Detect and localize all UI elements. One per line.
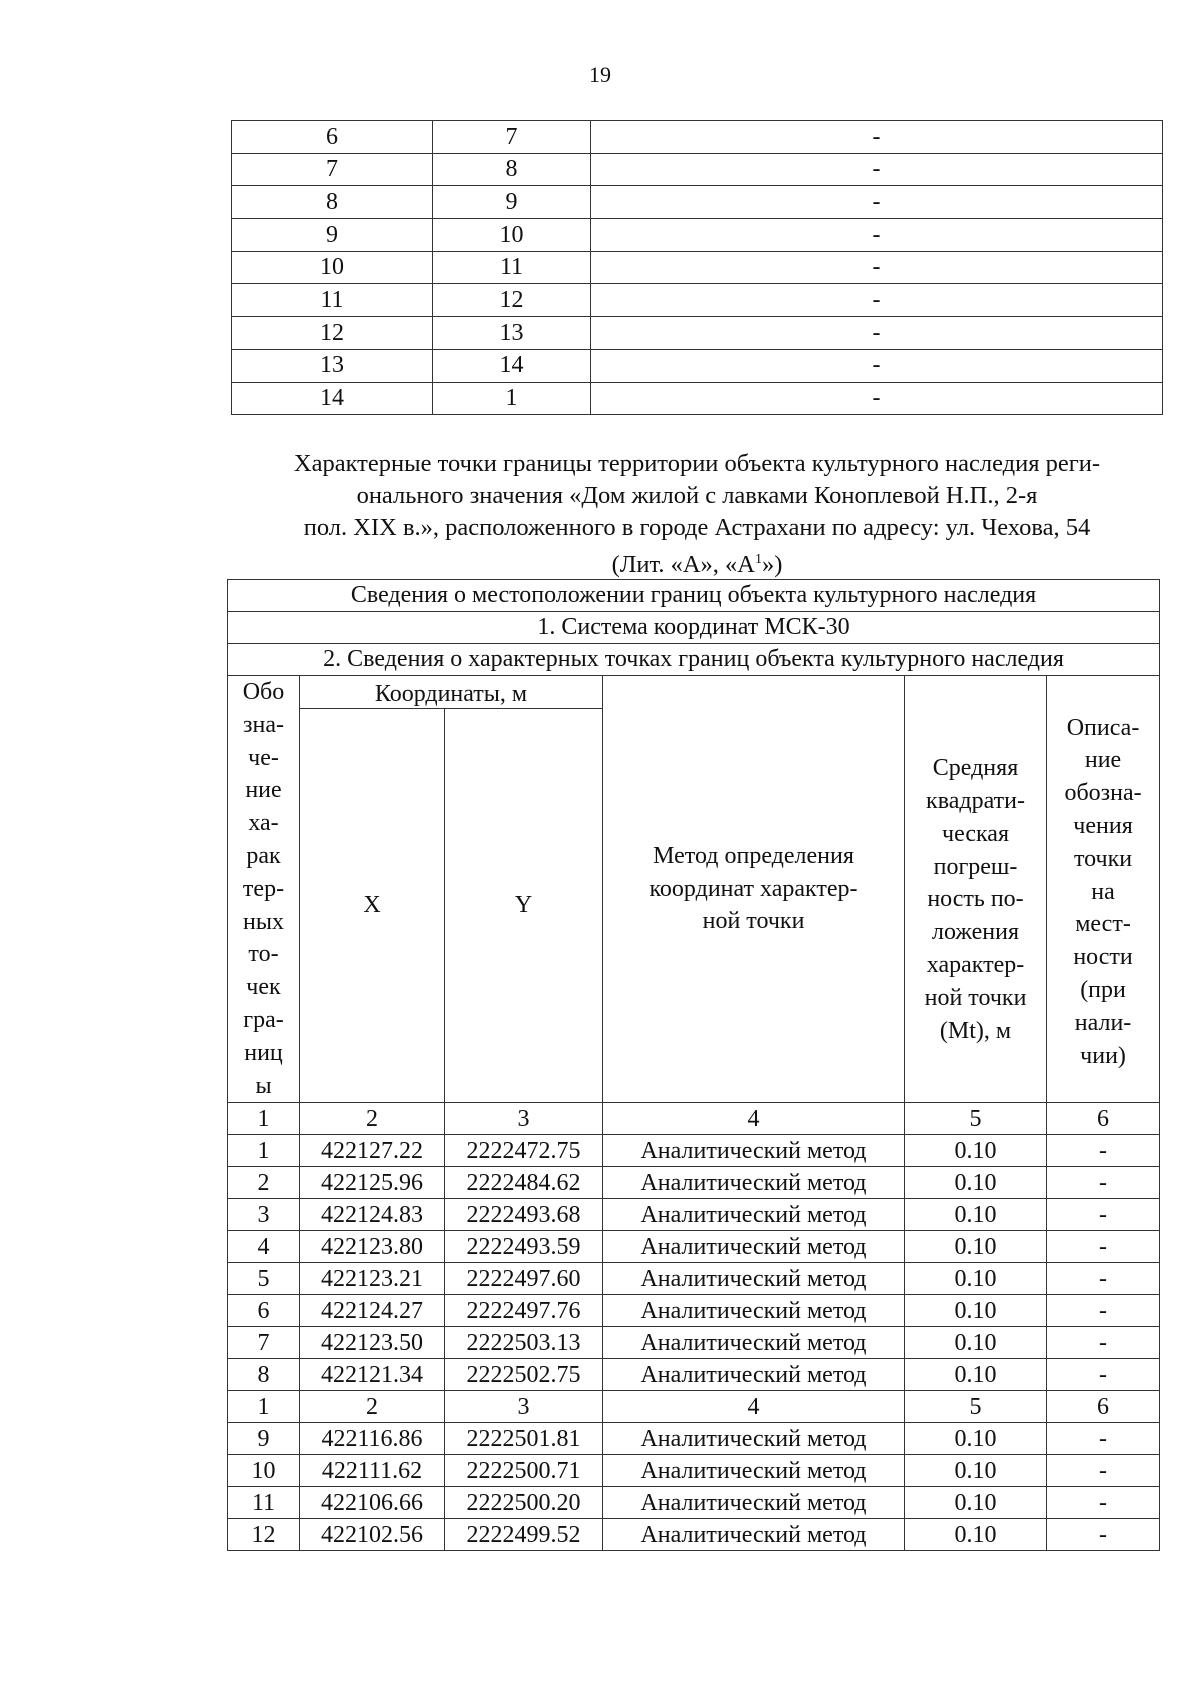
header-y: Y bbox=[445, 708, 603, 1103]
header-line: зна- bbox=[243, 711, 284, 738]
table-cell: 2222503.13 bbox=[445, 1327, 603, 1359]
table-row bbox=[232, 153, 1163, 186]
table-cell: Аналитический метод bbox=[603, 1487, 905, 1519]
table-cell: 2 bbox=[228, 1167, 300, 1199]
table-cell: 9 bbox=[433, 186, 591, 219]
table-row bbox=[228, 1231, 1160, 1263]
header-line: рак bbox=[246, 842, 281, 869]
table-row bbox=[228, 1423, 1160, 1455]
table-cell: 2222501.81 bbox=[445, 1423, 603, 1455]
column-number-cell: 4 bbox=[603, 1391, 905, 1423]
header-line: координат характер- bbox=[649, 875, 858, 902]
table-cell: 0.10 bbox=[905, 1231, 1047, 1263]
header-line: тер- bbox=[242, 875, 285, 902]
column-number-cell: 6 bbox=[1047, 1391, 1160, 1423]
header-line: ческая bbox=[942, 820, 1009, 847]
table-cell: 2222502.75 bbox=[445, 1359, 603, 1391]
table-cell: Аналитический метод bbox=[603, 1519, 905, 1551]
section-heading bbox=[214, 448, 1180, 581]
table-cell: - bbox=[591, 382, 1163, 415]
table-row bbox=[228, 1295, 1160, 1327]
header-line: чения bbox=[1073, 812, 1133, 839]
table-row bbox=[232, 186, 1163, 219]
table-cell: 5 bbox=[228, 1263, 300, 1295]
table-cell: - bbox=[1047, 1519, 1160, 1551]
table-cell: 10 bbox=[433, 219, 591, 252]
header-line: ной точки bbox=[924, 984, 1027, 1011]
table-cell: 422111.62 bbox=[300, 1455, 445, 1487]
header-line: Метод определения bbox=[653, 843, 854, 870]
table-cell: 2222472.75 bbox=[445, 1135, 603, 1167]
header-line: квадрати- bbox=[926, 787, 1025, 814]
heading-superscript: 1 bbox=[754, 552, 762, 567]
table-cell: 12 bbox=[228, 1519, 300, 1551]
header-line: ности bbox=[1073, 944, 1133, 971]
table-cell: 422116.86 bbox=[300, 1423, 445, 1455]
table-cell: - bbox=[1047, 1263, 1160, 1295]
header-line: че- bbox=[248, 744, 279, 771]
header-error bbox=[905, 676, 1047, 1103]
heading-line-1: Характерные точки границы территории объекта культурного наследия реги- bbox=[293, 450, 1101, 477]
header-line: то- bbox=[248, 941, 279, 968]
table-cell: - bbox=[591, 219, 1163, 252]
table-row bbox=[232, 219, 1163, 252]
header-line: ность по- bbox=[927, 886, 1024, 913]
table-cell: 8 bbox=[232, 186, 433, 219]
table-cell: 1 bbox=[433, 382, 591, 415]
table-cell: Аналитический метод bbox=[603, 1199, 905, 1231]
table-cell: - bbox=[591, 121, 1163, 154]
table-cell: 0.10 bbox=[905, 1487, 1047, 1519]
table-cell: - bbox=[1047, 1327, 1160, 1359]
table-cell: 0.10 bbox=[905, 1167, 1047, 1199]
header-method bbox=[603, 676, 905, 1103]
header-line: ных bbox=[243, 908, 284, 935]
table-cell: 8 bbox=[228, 1359, 300, 1391]
heading-line-4 bbox=[214, 544, 1180, 581]
table-cell: - bbox=[1047, 1423, 1160, 1455]
table-cell: 4 bbox=[228, 1231, 300, 1263]
header-line: ложения bbox=[931, 919, 1020, 946]
header-line: ной точки bbox=[702, 908, 805, 935]
table-row bbox=[228, 1167, 1160, 1199]
table-row bbox=[232, 382, 1163, 415]
table-cell: Аналитический метод bbox=[603, 1167, 905, 1199]
table-cell: 0.10 bbox=[905, 1519, 1047, 1551]
table-cell: - bbox=[591, 284, 1163, 317]
table-cell: - bbox=[591, 317, 1163, 350]
header-line: ниц bbox=[244, 1039, 283, 1066]
table-cell: 2222497.60 bbox=[445, 1263, 603, 1295]
table-cell: 0.10 bbox=[905, 1263, 1047, 1295]
header-line: Средняя bbox=[932, 755, 1019, 782]
table-cell: - bbox=[1047, 1487, 1160, 1519]
table-cell: 0.10 bbox=[905, 1295, 1047, 1327]
table-cell: - bbox=[1047, 1359, 1160, 1391]
table-cell: 11 bbox=[433, 251, 591, 284]
table-cell: 2222500.71 bbox=[445, 1455, 603, 1487]
table-row bbox=[228, 1455, 1160, 1487]
table-cell: - bbox=[1047, 1167, 1160, 1199]
header-line: чек bbox=[246, 974, 281, 1001]
table-cell: 422127.22 bbox=[300, 1135, 445, 1167]
table-cell: 422123.80 bbox=[300, 1231, 445, 1263]
header-line: точки bbox=[1073, 845, 1133, 872]
column-number-cell: 3 bbox=[445, 1103, 603, 1135]
table-cell: 0.10 bbox=[905, 1327, 1047, 1359]
table-cell: Аналитический метод bbox=[603, 1423, 905, 1455]
table-row bbox=[232, 121, 1163, 154]
table-cell: Аналитический метод bbox=[603, 1327, 905, 1359]
header-designation bbox=[228, 676, 300, 1103]
table-title-coordinate-system: 1. Система координат МСК-30 bbox=[228, 612, 1160, 644]
table-row bbox=[228, 1359, 1160, 1391]
table-cell: - bbox=[591, 251, 1163, 284]
column-number-cell: 2 bbox=[300, 1103, 445, 1135]
table-cell: 2222500.20 bbox=[445, 1487, 603, 1519]
table-cell: Аналитический метод bbox=[603, 1263, 905, 1295]
table-cell: 13 bbox=[433, 317, 591, 350]
table-cell: 2222484.62 bbox=[445, 1167, 603, 1199]
heading-line-4-prefix: (Лит. «А», «А bbox=[611, 551, 755, 579]
table-row bbox=[228, 1519, 1160, 1551]
table-row bbox=[228, 1327, 1160, 1359]
header-line: чии) bbox=[1080, 1042, 1126, 1069]
table-cell: - bbox=[1047, 1199, 1160, 1231]
table-cell: 11 bbox=[232, 284, 433, 317]
table-cell: 2222493.68 bbox=[445, 1199, 603, 1231]
table-cell: 7 bbox=[232, 153, 433, 186]
table-cell: 12 bbox=[232, 317, 433, 350]
table-cell: 12 bbox=[433, 284, 591, 317]
table-cell: 422123.50 bbox=[300, 1327, 445, 1359]
header-line: гра- bbox=[243, 1006, 284, 1033]
table-cell: 422125.96 bbox=[300, 1167, 445, 1199]
header-line: характер- bbox=[926, 951, 1025, 978]
table-cell: Аналитический метод bbox=[603, 1295, 905, 1327]
table-cell: 10 bbox=[232, 251, 433, 284]
header-line: Обо bbox=[242, 679, 285, 705]
header-line: ха- bbox=[248, 810, 279, 837]
table-cell: 14 bbox=[232, 382, 433, 415]
table-cell: 0.10 bbox=[905, 1199, 1047, 1231]
table-row bbox=[228, 1487, 1160, 1519]
column-number-cell: 3 bbox=[445, 1391, 603, 1423]
table-row bbox=[228, 1135, 1160, 1167]
table-cell: 3 bbox=[228, 1199, 300, 1231]
heading-line-4-suffix: ») bbox=[761, 551, 783, 579]
column-number-cell: 6 bbox=[1047, 1103, 1160, 1135]
characteristic-points-table bbox=[227, 579, 1160, 1551]
heading-line-2: онального значения «Дом жилой с лавками Коноплевой Н.П., 2-я bbox=[356, 482, 1038, 509]
table-cell: 0.10 bbox=[905, 1423, 1047, 1455]
table-cell: 7 bbox=[433, 121, 591, 154]
table-cell: 9 bbox=[228, 1423, 300, 1455]
table-cell: 422121.34 bbox=[300, 1359, 445, 1391]
table-cell: 422123.21 bbox=[300, 1263, 445, 1295]
table-row bbox=[232, 317, 1163, 350]
table-cell: 0.10 bbox=[905, 1455, 1047, 1487]
table-cell: Аналитический метод bbox=[603, 1135, 905, 1167]
table-cell: 2222497.76 bbox=[445, 1295, 603, 1327]
column-number-cell: 1 bbox=[228, 1103, 300, 1135]
table-cell: - bbox=[591, 153, 1163, 186]
table-title-location: Сведения о местоположении границ объекта культурного наследия bbox=[228, 580, 1160, 612]
header-line: мест- bbox=[1075, 911, 1131, 938]
header-line: погреш- bbox=[933, 853, 1018, 880]
table-cell: 7 bbox=[228, 1327, 300, 1359]
table-cell: 0.10 bbox=[905, 1359, 1047, 1391]
table-cell: - bbox=[1047, 1135, 1160, 1167]
table-cell: 13 bbox=[232, 349, 433, 382]
header-x: X bbox=[300, 708, 445, 1103]
table-cell: Аналитический метод bbox=[603, 1455, 905, 1487]
table-cell: 6 bbox=[228, 1295, 300, 1327]
boundary-parts-table-body bbox=[232, 121, 1163, 415]
column-number-cell: 5 bbox=[905, 1391, 1047, 1423]
column-numbers-row bbox=[228, 1103, 1160, 1135]
table-row bbox=[232, 349, 1163, 382]
header-description bbox=[1047, 676, 1160, 1103]
header-line: ы bbox=[255, 1072, 272, 1099]
header-line: обозна- bbox=[1064, 780, 1142, 807]
column-number-cell: 1 bbox=[228, 1391, 300, 1423]
characteristic-points-table-body bbox=[228, 580, 1160, 1551]
table-cell: 10 bbox=[228, 1455, 300, 1487]
table-row bbox=[228, 1199, 1160, 1231]
table-cell: 422106.66 bbox=[300, 1487, 445, 1519]
column-number-cell: 4 bbox=[603, 1103, 905, 1135]
header-line: на bbox=[1091, 878, 1115, 905]
table-cell: 6 bbox=[232, 121, 433, 154]
table-cell: - bbox=[591, 186, 1163, 219]
table-cell: 9 bbox=[232, 219, 433, 252]
table-cell: 422124.27 bbox=[300, 1295, 445, 1327]
header-line: ние bbox=[245, 777, 282, 804]
column-numbers-row bbox=[228, 1391, 1160, 1423]
header-line: нали- bbox=[1074, 1009, 1132, 1036]
table-cell: 11 bbox=[228, 1487, 300, 1519]
boundary-parts-table bbox=[231, 120, 1163, 415]
header-line: ние bbox=[1084, 747, 1122, 774]
table-cell: - bbox=[1047, 1295, 1160, 1327]
table-cell: 2222499.52 bbox=[445, 1519, 603, 1551]
table-row bbox=[232, 251, 1163, 284]
header-line: (при bbox=[1080, 976, 1126, 1003]
table-cell: 2222493.59 bbox=[445, 1231, 603, 1263]
table-cell: 8 bbox=[433, 153, 591, 186]
table-row bbox=[228, 1263, 1160, 1295]
column-number-cell: 5 bbox=[905, 1103, 1047, 1135]
table-row bbox=[232, 284, 1163, 317]
table-cell: Аналитический метод bbox=[603, 1359, 905, 1391]
table-cell: 0.10 bbox=[905, 1135, 1047, 1167]
table-cell: 422124.83 bbox=[300, 1199, 445, 1231]
heading-line-3: пол. XIX в.», расположенного в городе Астрахани по адресу: ул. Чехова, 54 bbox=[303, 514, 1091, 541]
table-cell: - bbox=[1047, 1231, 1160, 1263]
table-cell: Аналитический метод bbox=[603, 1231, 905, 1263]
header-coordinates: Координаты, м bbox=[300, 676, 603, 709]
table-cell: - bbox=[1047, 1455, 1160, 1487]
table-cell: - bbox=[591, 349, 1163, 382]
header-line: (Mt), м bbox=[939, 1017, 1012, 1044]
table-cell: 14 bbox=[433, 349, 591, 382]
column-number-cell: 2 bbox=[300, 1391, 445, 1423]
table-cell: 422102.56 bbox=[300, 1519, 445, 1551]
page-number: 19 bbox=[589, 62, 611, 87]
table-title-points-info: 2. Сведения о характерных точках границ объекта культурного наследия bbox=[228, 644, 1160, 676]
header-line: Описа- bbox=[1066, 714, 1140, 741]
table-cell: 1 bbox=[228, 1135, 300, 1167]
